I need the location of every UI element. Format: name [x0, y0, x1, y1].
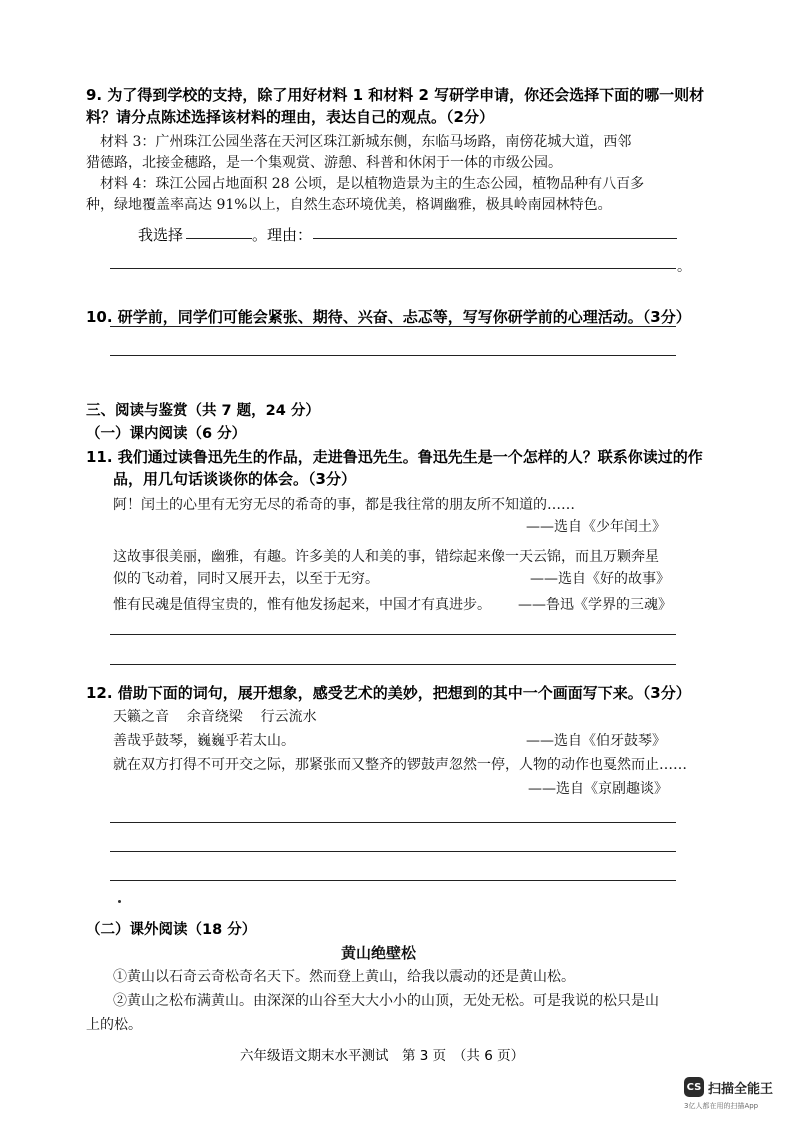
q11-quote1: 阿！闰土的心里有无穷无尽的希奇的事，都是我往常的朋友所不知道的…… — [113, 497, 575, 513]
article-paragraph-1: ①黄山以石奇云奇松奇名天下。然而登上黄山，给我以震动的还是黄山松。 — [113, 969, 575, 985]
page-footer: 六年级语文期末水平测试 第 3 页 （共 6 页） — [240, 1048, 525, 1064]
q12-source2: ——选自《京剧趣谈》 — [528, 781, 668, 797]
q12-quote1: 善哉乎鼓琴，巍巍乎若太山。 — [113, 733, 295, 749]
q11-answer-line-2[interactable] — [110, 664, 676, 665]
q12-words: 天籁之音 余音绕梁 行云流水 — [113, 709, 317, 725]
q9-reason-blank[interactable] — [313, 238, 677, 239]
q12-answer-line-2[interactable] — [110, 851, 676, 852]
q10-answer-line-2[interactable] — [110, 355, 676, 356]
q11-source2: ——选自《好的故事》 — [530, 571, 670, 587]
q9-choose-blank[interactable] — [186, 238, 252, 239]
q9-material3-line1: 材料 3：广州珠江公园坐落在天河区珠江新城东侧，东临马场路，南傍花城大道，西邻 — [100, 134, 632, 150]
q12-answer-line-3[interactable] — [110, 880, 676, 881]
q9-answer-line[interactable] — [110, 268, 676, 269]
article-paragraph-2-line1: ②黄山之松布满黄山。由深深的山谷至大大小小的山顶，无处无松。可是我说的松只是山 — [113, 993, 659, 1009]
q12-stem: 12. 借助下面的词句，展开想象，感受艺术的美妙，把想到的其中一个画面写下来。（3分） — [86, 684, 691, 702]
q11-answer-line-1[interactable] — [110, 634, 676, 635]
q11-source1: ——选自《少年闰土》 — [526, 519, 666, 535]
article-title: 黄山绝壁松 — [341, 944, 417, 962]
q9-stem-line2: 料？请分点陈述选择该材料的理由，表达自己的观点。（2分） — [86, 108, 494, 126]
q9-stem-line1: 9. 为了得到学校的支持，除了用好材料 1 和材料 2 写研学申请，你还会选择下面的哪一则材 — [86, 86, 705, 104]
q9-material3-line2: 猎德路，北接金穗路，是一个集观赏、游憩、科普和休闲于一体的市级公园。 — [86, 155, 562, 171]
q9-material4-line2: 种，绿地覆盖率高达 91%以上，自然生态环境优美，格调幽雅，极具岭南园林特色。 — [86, 197, 612, 213]
camscanner-name: 扫描全能王 — [708, 1082, 774, 1097]
section3-part2: （二）课外阅读（18 分） — [86, 922, 257, 938]
q11-quote2-line2: 似的飞动着，同时又展开去，以至于无穷。 — [113, 571, 379, 587]
section3-title: 三、阅读与鉴赏（共 7 题，24 分） — [86, 403, 320, 419]
q12-quote2: 就在双方打得不可开交之际，那紧张而又整齐的锣鼓声忽然一停，人物的动作也戛然而止…… — [113, 757, 687, 773]
q11-source3: ——鲁迅《学界的三魂》 — [518, 597, 672, 613]
q12-answer-line-1[interactable] — [110, 822, 676, 823]
camscanner-logo-icon: CS — [684, 1077, 704, 1097]
camscanner-tagline: 3亿人都在用的扫描App — [684, 1102, 759, 1110]
q10-answer-line-1[interactable] — [110, 326, 676, 327]
q10-stem: 10. 研学前，同学们可能会紧张、期待、兴奋、忐忑等，写写你研学前的心理活动。（3分） — [86, 308, 691, 326]
section3-part1: （一）课内阅读（6 分） — [86, 426, 247, 442]
q12-source1: ——选自《伯牙鼓琴》 — [526, 733, 666, 749]
q11-stem-line1: 11. 我们通过读鲁迅先生的作品，走进鲁迅先生。鲁迅先生是一个怎样的人？联系你读过的作 — [86, 448, 703, 466]
article-paragraph-2-line2: 上的松。 — [86, 1017, 142, 1033]
q11-stem-line2: 品，用几句话谈谈你的体会。（3分） — [113, 470, 356, 488]
q9-end-mark: 。 — [677, 259, 691, 275]
q9-reason-label: 。理由： — [252, 226, 313, 244]
q11-quote3: 惟有民魂是值得宝贵的，惟有他发扬起来，中国才有真进步。 — [113, 597, 491, 613]
scan-dot — [118, 900, 121, 903]
q9-material4-line1: 材料 4：珠江公园占地面积 28 公顷，是以植物造景为主的生态公园，植物品种有八百多 — [100, 176, 645, 192]
q11-quote2-line1: 这故事很美丽，幽雅，有趣。许多美的人和美的事，错综起来像一天云锦，而且万颗奔星 — [113, 549, 659, 565]
q9-choose-label: 我选择 — [138, 226, 184, 244]
